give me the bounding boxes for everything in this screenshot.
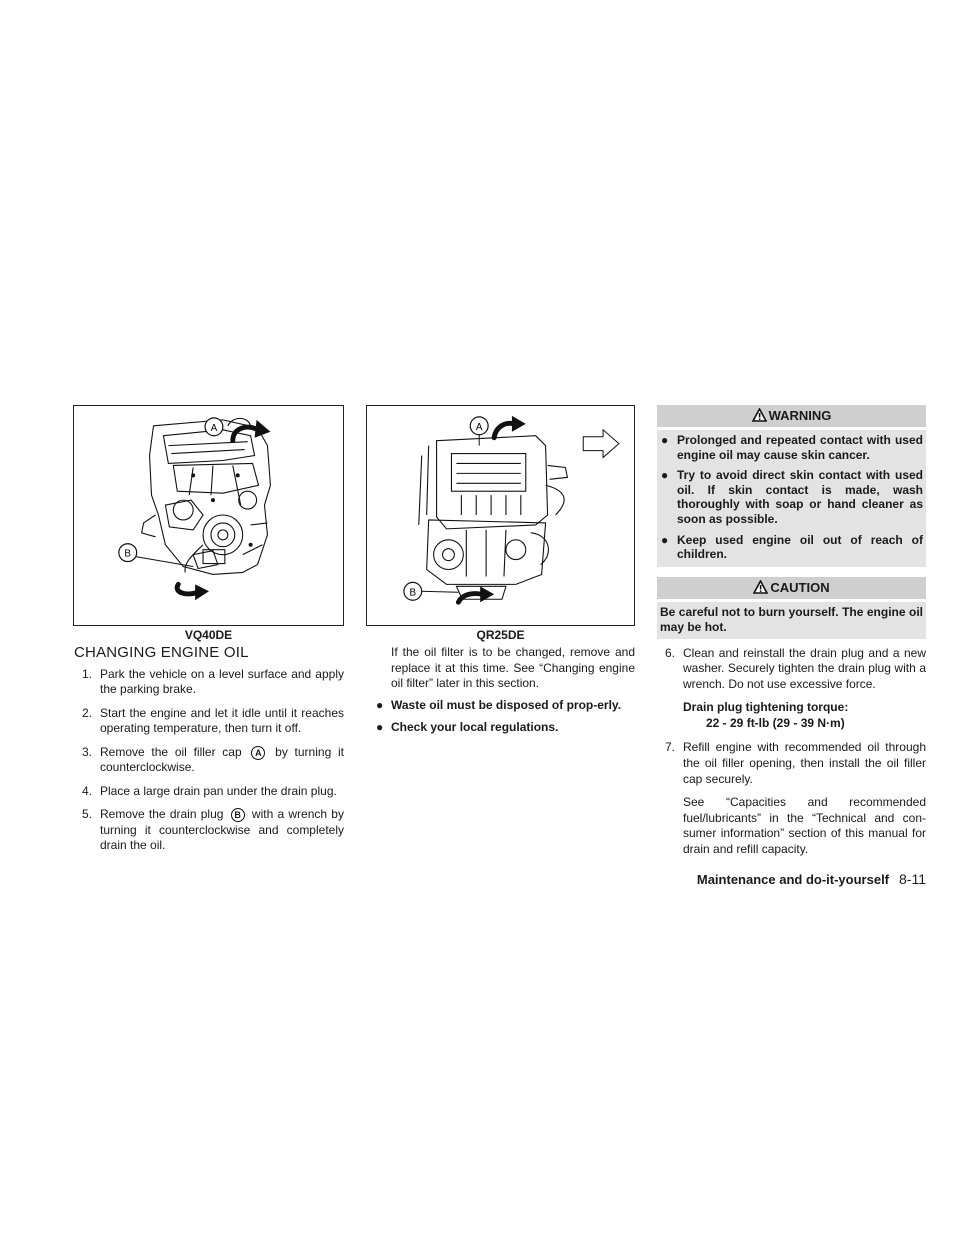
step-number: 7. bbox=[665, 740, 676, 755]
torque-value: 22 - 29 ft-lb (29 - 39 N·m) bbox=[706, 715, 845, 730]
notice-bullets bbox=[374, 698, 635, 736]
callout-a-label: A bbox=[210, 422, 218, 434]
callout-marker-a: A bbox=[251, 746, 265, 760]
step-text-pre: Remove the drain plug bbox=[100, 806, 224, 821]
warning-text: Keep used engine oil out of reach of children. bbox=[677, 532, 923, 562]
page-footer bbox=[697, 871, 926, 887]
step-text-pre: Remove the oil filler cap bbox=[100, 744, 242, 759]
engine-illustration-qr25de bbox=[367, 406, 634, 625]
step-number: 4. bbox=[82, 783, 93, 798]
capacity-note: See “Capacities and recommended fuel/lubricants” in the “Technical and con-sumer information” section of this manual for drain and refill capacity. bbox=[683, 794, 926, 856]
middle-column bbox=[374, 645, 635, 743]
bullet-item bbox=[374, 698, 635, 714]
step-number: 2. bbox=[82, 705, 93, 720]
footer-section-title: Maintenance and do-it-yourself bbox=[696, 872, 890, 887]
figure-vq40de bbox=[73, 405, 344, 626]
step-item bbox=[74, 745, 344, 776]
warning-item: ● Prolonged and repeated contact with used engine oil may cause skin cancer. bbox=[661, 433, 923, 462]
step-item bbox=[74, 807, 344, 854]
step-item bbox=[74, 667, 344, 698]
warning-item: ● Keep used engine oil out of reach of children. bbox=[661, 532, 923, 562]
callout-marker-b: B bbox=[231, 808, 245, 822]
caution-body: Be careful not to burn yourself. The engine oil may be hot. bbox=[657, 602, 926, 639]
step-number: 3. bbox=[82, 744, 93, 759]
step-text: Clean and reinstall the drain plug and a new washer. Securely tighten the drain plug with a wrench. Do not use excessive force. bbox=[683, 645, 926, 691]
step-item bbox=[657, 646, 926, 693]
bullet-dot: ● bbox=[376, 720, 384, 735]
warning-text: Try to avoid direct skin contact with used oil. If skin contact is made, wash thoroughly with soap or hand cleaner as soon as possible. bbox=[677, 468, 923, 526]
warning-text: Prolonged and repeated contact with used engine oil may cause skin cancer. bbox=[677, 433, 923, 462]
steps-list-continued bbox=[657, 740, 926, 787]
steps-list bbox=[74, 667, 344, 854]
warning-body bbox=[657, 430, 926, 567]
step-text-post: with a wrench by turning it counterclockwise and completely drain the oil. bbox=[100, 806, 344, 853]
step-item bbox=[74, 706, 344, 737]
steps-list-continued bbox=[657, 646, 926, 693]
step-number: 6. bbox=[665, 645, 676, 660]
bullet-text: Waste oil must be disposed of prop-erly. bbox=[391, 697, 622, 712]
torque-spec bbox=[657, 700, 926, 731]
bullet-dot: ● bbox=[376, 697, 384, 712]
page-number: 8-11 bbox=[899, 871, 926, 887]
warning-title: WARNING bbox=[768, 408, 832, 423]
step-text: Refill engine with recommended oil through the oil filler opening, then install the oil filler cap securely. bbox=[683, 740, 926, 786]
step-text-post: by turning it counterclockwise. bbox=[100, 744, 344, 775]
right-column bbox=[657, 405, 926, 857]
torque-label: Drain plug tightening torque: bbox=[683, 700, 849, 715]
step-number: 1. bbox=[82, 666, 93, 681]
figure-caption-qr25de: QR25DE bbox=[476, 628, 525, 642]
step-text: Start the engine and let it idle until it reaches operating temperature, then turn it off. bbox=[100, 705, 344, 736]
callout-b-label: B bbox=[409, 587, 417, 599]
step-text: Park the vehicle on a level surface and apply the parking brake. bbox=[100, 666, 344, 697]
caution-header bbox=[657, 577, 926, 599]
step-text: Place a large drain pan under the drain plug. bbox=[100, 783, 337, 798]
caution-title: CAUTION bbox=[770, 579, 830, 595]
callout-b-label: B bbox=[124, 548, 132, 560]
step-item bbox=[74, 784, 344, 800]
left-column bbox=[74, 645, 344, 862]
bullet-text: Check your local regulations. bbox=[391, 720, 559, 735]
warning-icon bbox=[752, 408, 767, 422]
oil-filter-paragraph: If the oil filter is to be changed, remove and replace it at this time. See “Changing engine oil filter” later in this section. bbox=[391, 645, 635, 691]
step-item bbox=[657, 740, 926, 787]
caution-icon bbox=[753, 580, 768, 594]
figure-qr25de bbox=[366, 405, 635, 626]
section-heading: CHANGING ENGINE OIL bbox=[74, 644, 249, 661]
warning-header bbox=[657, 405, 926, 427]
callout-a-label: A bbox=[475, 421, 483, 433]
bullet-item bbox=[374, 720, 635, 736]
engine-illustration-vq40de bbox=[74, 406, 343, 625]
warning-item: ● Try to avoid direct skin contact with used oil. If skin contact is made, wash thoroughly with soap or hand cleaner as soon as possible. bbox=[661, 468, 923, 526]
step-number: 5. bbox=[82, 806, 93, 821]
figure-caption-vq40de: VQ40DE bbox=[184, 628, 233, 642]
